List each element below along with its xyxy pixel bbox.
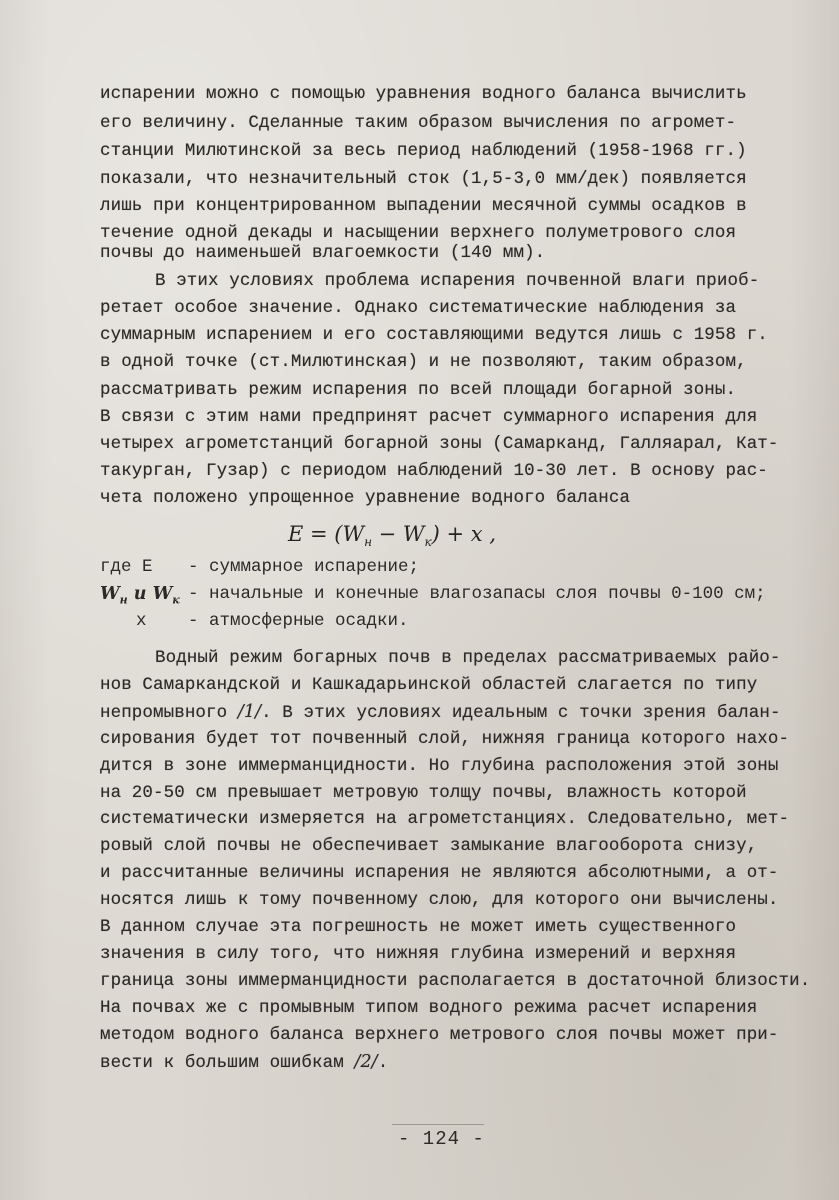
text-line-24: ровый слой почвы не обеспечивает замыкание влагооборота снизу, (100, 836, 758, 856)
text-line-10: суммарным испарением и его составляющими ведутся лишь с 1958 г. (100, 325, 768, 345)
text-line-31: методом водного баланса верхнего метрового слоя почвы может при- (100, 1025, 779, 1045)
text-line-16: чета положено упрощенное уравнение водного баланса (100, 488, 631, 508)
text-line-22: на 20-50 см превышает метровую толщу почвы, влажность которой (100, 783, 747, 803)
text-line-27: В данном случае эта погрешность не может иметь существенного (100, 917, 737, 937)
text-line-25: и рассчитанные величины испарения не являются абсолютными, а от- (100, 863, 779, 883)
text-line-12: рассматривать режим испарения по всей площади богарной зоны. (100, 380, 737, 400)
text-line-32: вести к большим ошибкам /2/. (100, 1052, 389, 1073)
text-line-29: граница зоны иммерманцидности располагается в достаточной близости. (100, 971, 811, 991)
footer-rule (392, 1124, 484, 1125)
water-balance-formula: $E = (W_н - W_к) + x$ , (288, 522, 497, 550)
text-line-11: в одной точке (ст.Милютинская) и не позволяют, таким образом, (100, 352, 747, 372)
text-line-4: показали, что незначительный сток (1,5-3,0 мм/дек) появляется (100, 169, 747, 189)
text-line-26: носятся лишь к тому почвенному слою, для которого они вычислены. (100, 890, 779, 910)
text-line-14: четырех агрометстанций богарной зоны (Самарканд, Галляарал, Кат- (100, 434, 779, 454)
text-line-20: сирования будет тот почвенный слой, нижняя граница которого нахо- (100, 729, 790, 749)
definition-w-symbol: $W_н$ и $W_к$ (100, 584, 180, 607)
text-line-19: непромывного /1/. В этих условиях идеальным с точки зрения балан- (100, 702, 781, 723)
definition-x-symbol: x (136, 611, 147, 631)
definition-e-text: - суммарное испарение; (188, 557, 420, 577)
text-line-1: испарении можно с помощью уравнения водного баланса вычислить (100, 84, 747, 104)
reference-2: /2/ (354, 1052, 378, 1072)
definition-e-symbol: где E (100, 557, 153, 577)
text-line-17: Водный режим богарных почв в пределах рассматриваемых райо- (155, 648, 781, 668)
text-line-21: дится в зоне иммерманцидности. Но глубина расположения этой зоны (100, 756, 779, 776)
text-line-13: В связи с этим нами предпринят расчет суммарного испарения для (100, 407, 758, 427)
text-line-28: значения в силу того, что нижняя глубина измерений и верхняя (100, 944, 737, 964)
text-line-3: станции Милютинской за весь период наблюдений (1958-1968 гг.) (100, 141, 747, 161)
text-line-18: нов Самаркандской и Кашкадарьинской областей слагается по типу (100, 675, 758, 695)
text-line-8: В этих условиях проблема испарения почвенной влаги приоб- (155, 271, 760, 291)
text-line-9: ретает особое значение. Однако систематические наблюдения за (100, 298, 737, 318)
reference-1: /1/ (237, 702, 262, 722)
text-line-2: его величину. Сделанные таким образом вычисления по агромет- (100, 113, 737, 133)
page-number: - 124 - (398, 1128, 485, 1150)
text-line-6: течение одной декады и насыщении верхнего полуметрового слоя (100, 223, 737, 243)
definition-x-text: - атмосферные осадки. (188, 611, 409, 631)
text-line-15: такурган, Гузар) с периодом наблюдений 10-30 лет. В основу рас- (100, 461, 768, 481)
definition-w-text: - начальные и конечные влагозапасы слоя почвы 0-100 см; (188, 584, 766, 604)
text-line-30: На почвах же с промывным типом водного режима расчет испарения (100, 998, 758, 1018)
text-line-5: лишь при концентрированном выпадении месячной суммы осадков в (100, 196, 747, 216)
text-line-23: систематически измеряется на агрометстанциях. Следовательно, мет- (100, 809, 790, 829)
text-line-7: почвы до наименьшей влагоемкости (140 мм). (100, 243, 546, 263)
